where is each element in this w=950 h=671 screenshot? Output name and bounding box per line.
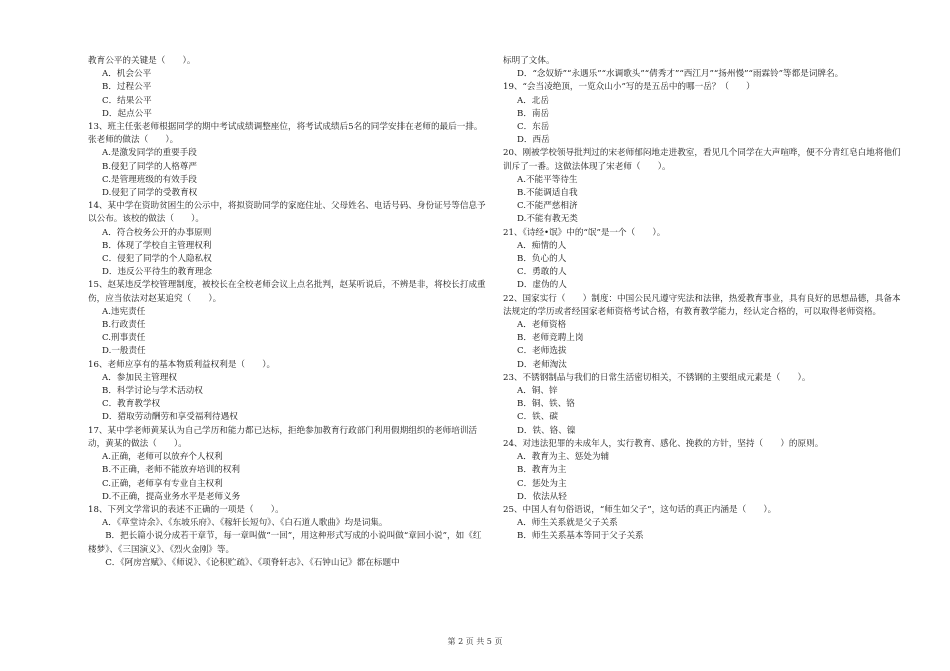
answer-option: A.正确，老师可以放弃个人权利 (102, 452, 223, 463)
answer-option: B．铜、铁、铬 (517, 399, 575, 410)
question-text: 18、下列文学常识的表述不正确的一项是（ ）。 (88, 504, 284, 515)
answer-option: D．猎取劳动酬劳和享受福利待遇权 (102, 412, 238, 423)
answer-option: B．南岳 (517, 108, 550, 119)
answer-option: C.是管理班级的有效手段 (102, 174, 197, 185)
answer-option: A．痴情的人 (517, 240, 567, 251)
answer-option: C．勇敢的人 (517, 267, 567, 278)
answer-option: D．老师淘汰 (517, 359, 567, 370)
answer-option: D．虚伪的人 (517, 280, 567, 291)
answer-option: A．北岳 (517, 95, 549, 106)
answer-option: C．老师选拔 (517, 346, 567, 357)
question-text: 14、某中学在资助贫困生的公示中，将拟资助同学的家庭住址、父母姓名、电话号码、身份证号等信息予以公布。该校的做法（ ）。 (88, 201, 486, 225)
answer-option: D.不正确，提高业务水平是老师义务 (102, 491, 241, 502)
answer-option: D.侵犯了同学的受教育权 (102, 188, 198, 199)
page-footer: 第 2 页 共 5 页 (447, 637, 503, 646)
answer-option: A．符合校务公开的办事原则 (102, 227, 212, 238)
answer-option: B．师生关系基本等同于父子关系 (517, 531, 644, 542)
question-text: 19、“会当凌绝顶，一览众山小”写的是五岳中的哪一岳？（ ） (503, 82, 755, 93)
question-text: 24、对违法犯罪的未成年人，实行教育、感化、挽救的方针，坚持（ ）的原则。 (503, 438, 824, 449)
answer-option: A．机会公平 (102, 69, 152, 80)
answer-option: B．老师竞聘上岗 (517, 333, 584, 344)
text-continuation: C．《阿房宫赋》、《师说》、《论积贮疏》、《项脊轩志》、《石钟山记》都在标题中 (88, 557, 400, 568)
answer-option: B．体现了学校自主管理权利 (102, 240, 212, 251)
answer-option: C．东岳 (517, 122, 550, 133)
answer-option: A.违宪责任 (102, 306, 146, 317)
question-text: 16、老师应享有的基本物质利益权利是（ ）。 (88, 359, 276, 370)
text-continuation: 标明了文体。 (503, 56, 555, 66)
question-text: 25、中国人有句俗语说，“师生如父子”，这句话的真正内涵是（ ）。 (503, 504, 777, 515)
answer-option: A.是激发同学的重要手段 (102, 148, 197, 159)
answer-option: B．科学讨论与学术活动权 (102, 386, 203, 397)
answer-option: D.不能有教无类 (517, 214, 578, 225)
answer-option: C．惩处为主 (517, 478, 567, 489)
answer-option: A．《草堂诗余》、《东坡乐府》、《稼轩长短句》、《白石道人歌曲》均是词集。 (102, 518, 388, 529)
answer-option: D．铁、铬、镍 (517, 425, 576, 436)
answer-option: B．负心的人 (517, 254, 567, 265)
answer-option: C．侵犯了同学的个人隐私权 (102, 254, 212, 265)
answer-option: B．过程公平 (102, 82, 152, 93)
answer-option: A.不能平等待生 (517, 174, 578, 185)
answer-option: A．铜、锌 (517, 386, 558, 397)
answer-option: D．西岳 (517, 135, 550, 146)
question-text: 20、刚被学校领导批判过的宋老师郁闷地走进教室，看见几个同学在大声喧哗，便不分青红皂白地将他们训斥了一番。这做法体现了宋老师（ ）。 (503, 148, 901, 172)
answer-option: D．“念奴娇”“永遇乐”“水调歌头”“倩秀才”“西江月”“扬州慢”“雨霖铃”等都是词牌名。 (517, 69, 844, 80)
answer-option: C.不能严慈相济 (517, 201, 578, 212)
question-text: 23、不锈钢制品与我们的日常生活密切相关，不锈钢的主要组成元素是（ ）。 (503, 372, 811, 383)
right-column (503, 55, 903, 544)
answer-option: C．铁、碳 (517, 412, 558, 423)
answer-option: C.刑事责任 (102, 333, 146, 344)
question-text: 15、赵某违反学校管理制度，被校长在全校老师会议上点名批判，赵某听说后，不辨是非，将校长打成重伤，应当依法对赵某追究（ ）。 (88, 280, 486, 304)
answer-option: D.一般责任 (102, 346, 146, 357)
answer-option: B．教育为主 (517, 465, 567, 476)
question-text: 21、《诗经•氓》中的“氓”是一个（ ）。 (503, 227, 666, 238)
answer-option: B.行政责任 (102, 320, 146, 331)
answer-option: B.侵犯了同学的人格尊严 (102, 161, 197, 172)
answer-option: C．结果公平 (102, 95, 152, 106)
answer-option: B.不能调适自我 (517, 188, 578, 199)
answer-option: A．教育为主、惩处为辅 (517, 452, 610, 463)
answer-option: A．参加民主管理权 (102, 372, 177, 383)
question-text: 17、某中学老师黄某认为自己学历和能力都已达标，拒绝参加教育行政部门利用假期组织的老师培训活动，黄某的做法（ ）。 (88, 425, 478, 449)
answer-option: C．教育教学权 (102, 399, 161, 410)
answer-option: D．起点公平 (102, 108, 152, 119)
left-column (88, 55, 490, 570)
question-text: 13、班主任张老师根据同学的期中考试成绩调整座位，将考试成绩后5名的同学安排在老师的最后一排。张老师的做法（ ）。 (88, 122, 483, 146)
answer-option: D．依法从轻 (517, 491, 567, 502)
question-text: 22、国家实行（ ）制度：中国公民凡遵守宪法和法律，热爱教育事业，具有良好的思想品德，具备本法规定的学历或者经国家老师资格考试合格，有教育教学能力，经认定合格的，可以取得老师资格。 (503, 293, 901, 317)
text-continuation: B．把长篇小说分成若干章节，每一章叫做“一回”，用这种形式写成的小说叫做“章回小说”，如《红楼梦》、《三国演义》、《烈火金刚》等。 (88, 531, 482, 555)
answer-option: D．违反公平待生的教育理念 (102, 267, 213, 278)
answer-option: C.正确，老师享有专业自主权利 (102, 478, 223, 489)
answer-option: A．老师资格 (517, 320, 567, 331)
answer-option: A．师生关系就是父子关系 (517, 518, 618, 529)
question-text: 教育公平的关键是（ ）。 (88, 56, 196, 66)
answer-option: B.不正确，老师不能放弃培训的权利 (102, 465, 240, 476)
